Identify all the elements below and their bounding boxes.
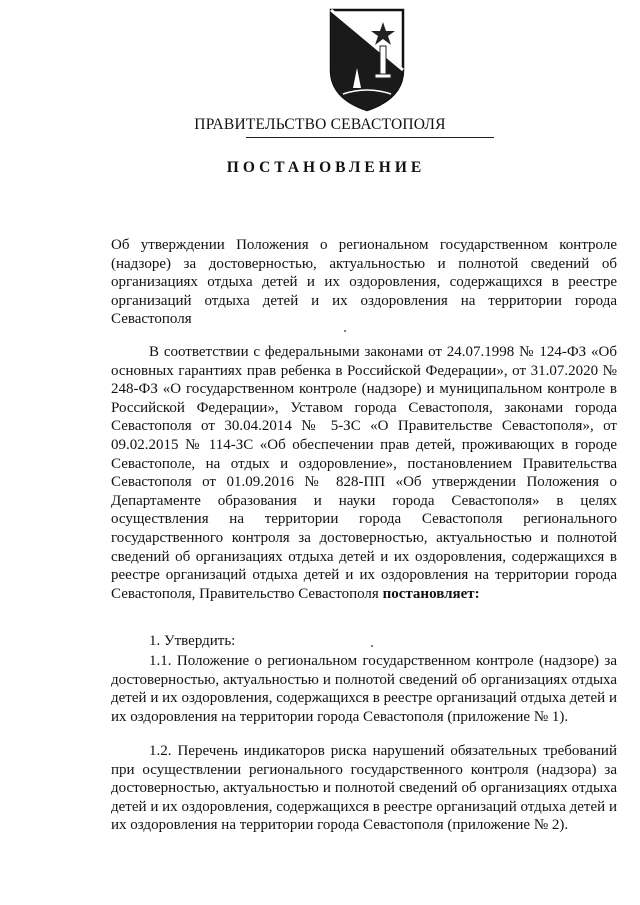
list-item-1-2 bbox=[111, 742, 617, 835]
preamble-paragraph bbox=[111, 343, 617, 603]
document-type-heading: ПОСТАНОВЛЕНИЕ bbox=[226, 159, 426, 176]
title-text: Об утверждении Положения о региональном государственном контроле (надзоре) за достоверностью, актуальностью и полнотой сведений об организациях отдыха детей и их оздоровления, содержащихся в реестре организаций отдыха детей и их оздоровления на территории города Севастополя bbox=[111, 237, 617, 328]
preamble-text: В соответствии с федеральными законами от 24.07.1998 № 124-ФЗ «Об основных гарантиях прав ребенка в Российской Федерации», от 31.07.2020 № 248-ФЗ «О государственном контроле (надзоре) и муниципальном контроле в Российской Федерации», Уставом города Севастополя, законами города Севастополя от 30.04.2014 № 5-ЗС «О Правительстве Севастополя», от 09.02.2015 № 114-ЗС «Об обеспечении прав детей, проживающих в городе Севастополе, на отдых и оздоровление», постановлением Правительства Севастополя от 01.09.2016 № 828-ПП «Об утверждении Положения о Департаменте образования и науки города Севастополя» в целях осуществления на территории города Севастополя регионального государственного контроля за достоверностью, актуальностью и полнотой сведений об организациях отдыха детей и их оздоровления, содержащихся в реестре организаций отдыха детей и их оздоровления на территории города Севастополя, Правительство Севастополя bbox=[111, 344, 617, 602]
list-item-1-1 bbox=[111, 652, 617, 726]
items-heading-text: 1. Утвердить: bbox=[149, 633, 236, 649]
list-item-1-2-text: 1.2. Перечень индикаторов риска нарушений обязательных требований при осуществлении регионального государственного контроля (надзора) за достоверностью, актуальностью и полнотой сведений об организациях отдыха детей и их оздоровления, содержащихся в реестре организаций отдыха детей и их оздоровления на территории города Севастополя (приложение № 2). bbox=[111, 743, 617, 834]
sevastopol-coat-of-arms-icon bbox=[323, 8, 411, 112]
items-heading bbox=[111, 632, 617, 651]
organization-name: ПРАВИТЕЛЬСТВО СЕВАСТОПОЛЯ bbox=[194, 116, 446, 133]
scan-speck bbox=[371, 645, 373, 647]
organization-underline bbox=[246, 137, 494, 138]
decree-verb: постановляет: bbox=[382, 585, 480, 602]
document-title bbox=[111, 236, 617, 329]
list-item-1-1-text: 1.1. Положение о региональном государственном контроле (надзоре) за достоверностью, актуальностью и полнотой сведений об организациях отдыха детей и их оздоровления, содержащихся в реестре организаций отдыха детей и их оздоровления на территории города Севастополя (приложение № 1). bbox=[111, 653, 617, 725]
preamble bbox=[111, 343, 617, 603]
scan-speck bbox=[344, 330, 346, 332]
